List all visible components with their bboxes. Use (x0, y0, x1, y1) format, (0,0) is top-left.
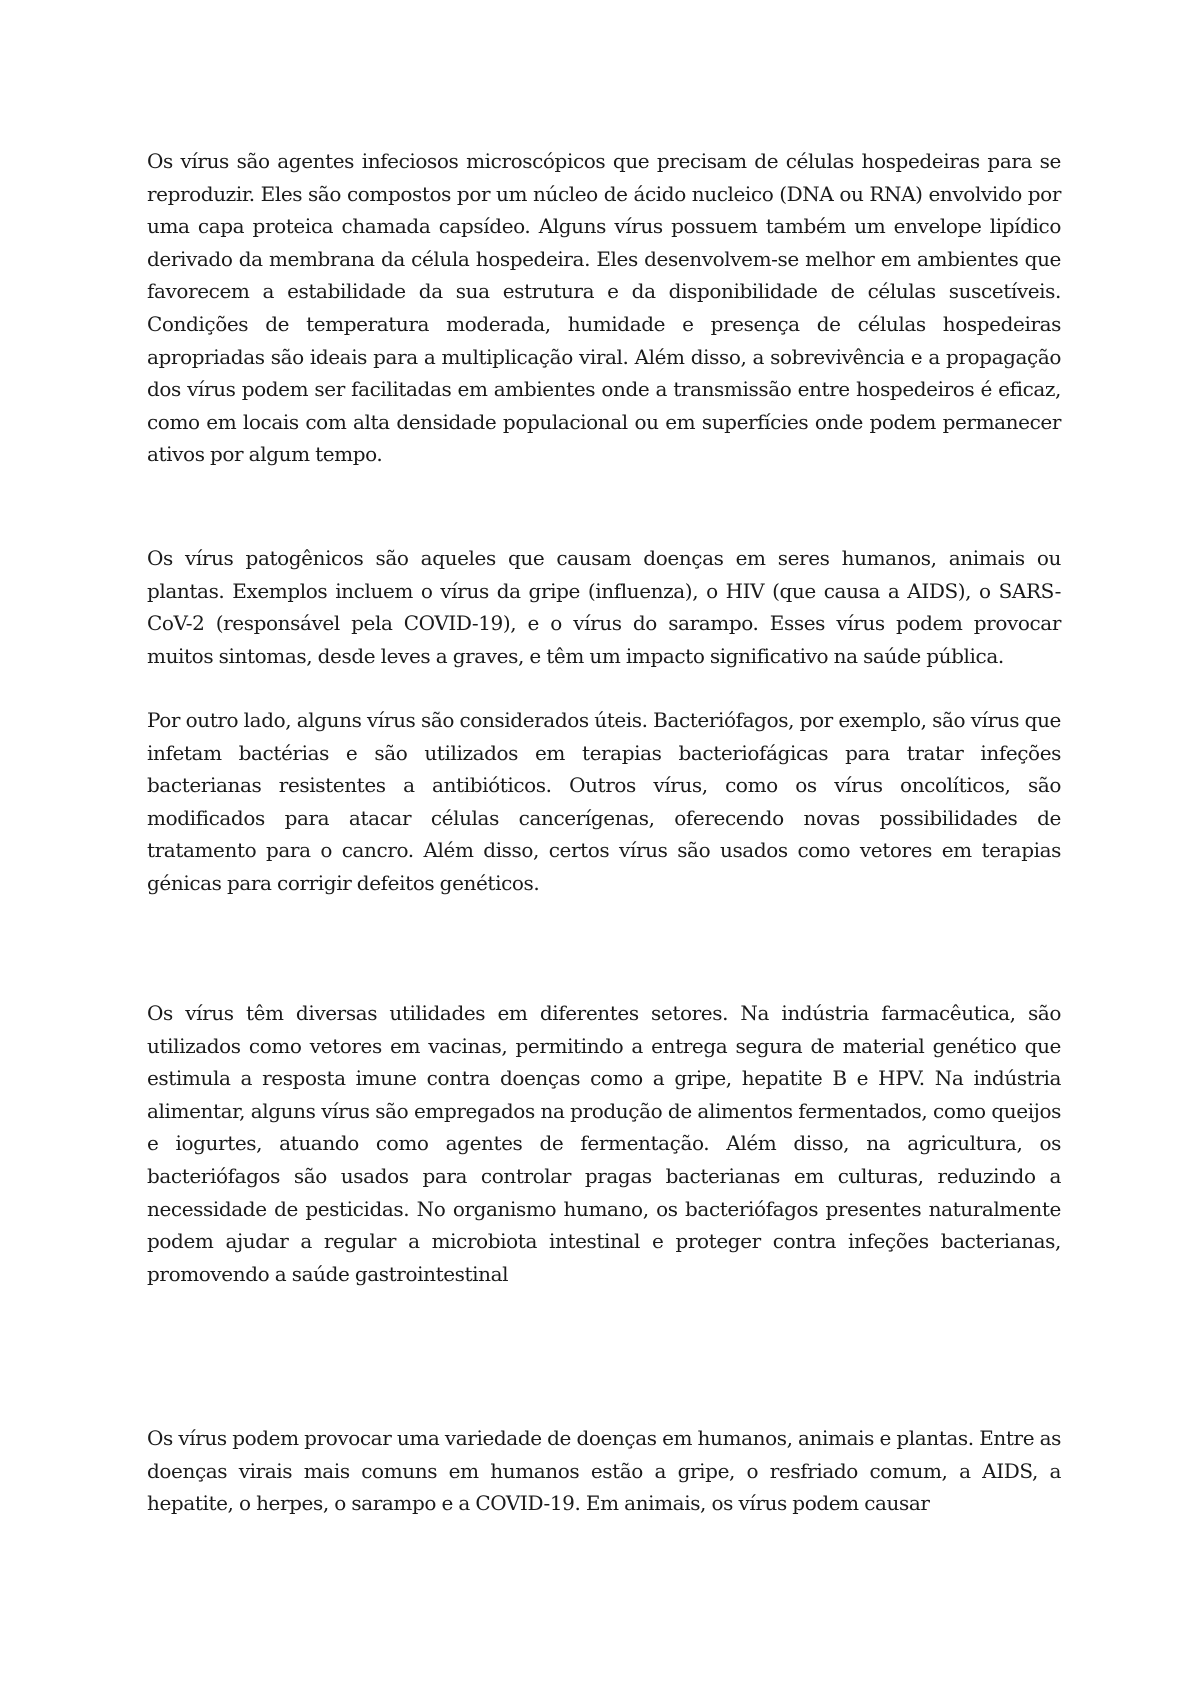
paragraph-viral-diseases: Os vírus podem provocar uma variedade de doenças em humanos, animais e plantas. Entre as doenças virais mais comuns em humanos estão a gripe, o resfriado comum, a AIDS, a hepatite, o herpes, o sarampo e a COVID-19. Em animais, os vírus podem causar (147, 1426, 1061, 1516)
paragraph-virus-definition: Os vírus são agentes infeciosos microscópicos que precisam de células hospedeiras para se reproduzir. Eles são compostos por um núcleo de ácido nucleico (DNA ou RNA) envolvido por uma capa proteica chamada capsídeo. Alguns vírus possuem também um envelope lipídico derivado da membrana da célula hospedeira. Eles desenvolvem-se melhor em ambientes que favorecem a estabilidade da sua estrutura e da disponibilidade de células suscetíveis. Condições de temperatura moderada, humidade e presença de células hospedeiras apropriadas são ideais para a multiplicação viral. Além disso, a sobrevivência e a propagação dos vírus podem ser facilitadas em ambientes onde a transmissão entre hospedeiros é eficaz, como em locais com alta densidade populacional ou em superfícies onde podem permanecer ativos por algum tempo. (147, 149, 1061, 467)
paragraph-useful-viruses: Por outro lado, alguns vírus são considerados úteis. Bacteriófagos, por exemplo, são vírus que infetam bactérias e são utilizados em terapias bacteriofágicas para tratar infeções bacterianas resistentes a antibióticos. Outros vírus, como os vírus oncolíticos, são modificados para atacar células cancerígenas, oferecendo novas possibilidades de tratamento para o cancro. Além disso, certos vírus são usados como vetores em terapias génicas para corrigir defeitos genéticos. (147, 708, 1061, 895)
paragraph-pathogenic-viruses: Os vírus patogênicos são aqueles que causam doenças em seres humanos, animais ou plantas. Exemplos incluem o vírus da gripe (influenza), o HIV (que causa a AIDS), o SARS-CoV-2 (responsável pela COVID-19), e o vírus do sarampo. Esses vírus podem provocar muitos sintomas, desde leves a graves, e têm um impacto significativo na saúde pública. (147, 546, 1061, 668)
paragraph-virus-utilities: Os vírus têm diversas utilidades em diferentes setores. Na indústria farmacêutica, são utilizados como vetores em vacinas, permitindo a entrega segura de material genético que estimula a resposta imune contra doenças como a gripe, hepatite B e HPV. Na indústria alimentar, alguns vírus são empregados na produção de alimentos fermentados, como queijos e iogurtes, atuando como agentes de fermentação. Além disso, na agricultura, os bacteriófagos são usados para controlar pragas bacterianas em culturas, reduzindo a necessidade de pesticidas. No organismo humano, os bacteriófagos presentes naturalmente podem ajudar a regular a microbiota intestinal e proteger contra infeções bacterianas, promovendo a saúde gastrointestinal (147, 1001, 1061, 1286)
